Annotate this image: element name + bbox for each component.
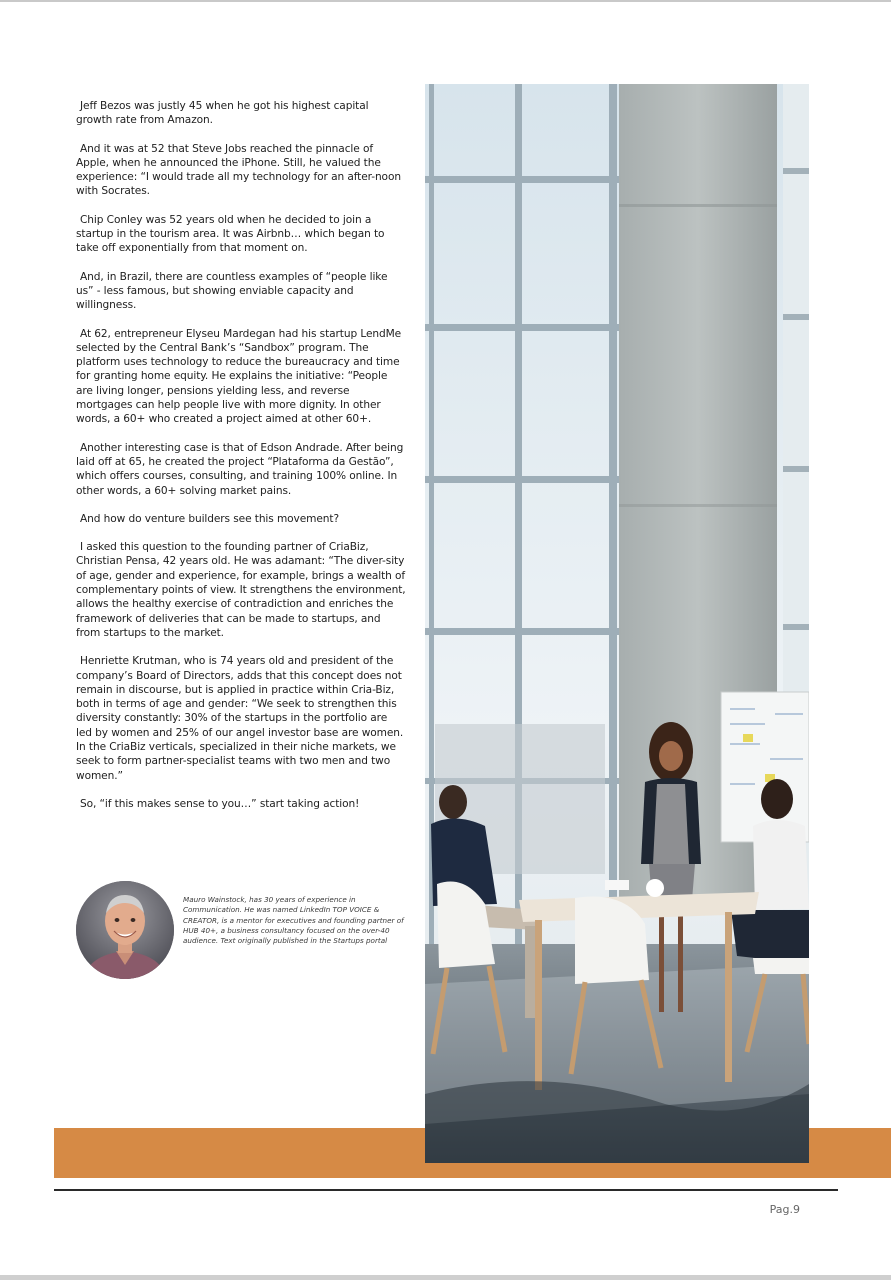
paragraph: At 62, entrepreneur Elyseu Mardegan had his startup LendMe selected by the Central Bank’s “Sandbox” program. The platform uses technology to reduce the bureaucracy and time for granting home equity. He explains the initiative: “People are living longer, pensions yielding less, and reverse mortgages can help people live with more dignity. In other words, a 60+ who created a project aimed at other 60+. <box>76 327 402 426</box>
page-number: Pag.9 <box>769 1203 800 1216</box>
paragraph: Chip Conley was 52 years old when he decided to join a startup in the tourism area. It was Airbnb… which began to take off exponentially from that moment on. <box>76 213 385 255</box>
paragraph: So, “if this makes sense to you…” start taking action! <box>80 797 360 810</box>
author-box <box>76 881 406 981</box>
paragraph: Another interesting case is that of Edson Andrade. After being laid off at 65, he created the project “Plataforma da Gestão”, which offers courses, consulting, and training 100% online. In other words, a 60+ solving market pains. <box>76 441 404 497</box>
paragraph: Henriette Krutman, who is 74 years old and president of the company’s Board of Directors, adds that this concept does not remain in discourse, but is applied in practice within Cria-Biz, both in terms of age and gender: “We seek to strengthen this diversity constantly: 30% of the startups in the portfolio are led by women and 25% of our angel investor base are women. In the CriaBiz verticals, specialized in their niche markets, we seek to form partner-specialist teams with two men and two women.” <box>76 655 404 782</box>
author-avatar <box>76 881 174 979</box>
office-scene-illustration <box>425 84 809 1163</box>
office-meeting-photo <box>425 84 809 1163</box>
paragraph: And, in Brazil, there are countless examples of “people like us” - less famous, but showing enviable capacity and willingness. <box>76 270 388 312</box>
page-top-edge <box>0 0 891 2</box>
paragraph: I asked this question to the founding partner of CriaBiz, Christian Pensa, 42 years old. He was adamant: “The diver-sity of age, gender and experience, for example, brings a wealth of complementary points of view. It strengthens the environment, allows the healthy exercise of contradiction and enriches the framework of deliveries that can be made to startups, and from startups to the market. <box>76 541 406 639</box>
page-bottom-edge <box>0 1275 891 1280</box>
article-body <box>76 99 406 825</box>
paragraph: Jeff Bezos was justly 45 when he got his highest capital growth rate from Amazon. <box>76 100 369 127</box>
author-portrait-illustration <box>76 881 174 979</box>
author-bio: Mauro Wainstock, has 30 years of experience in Communication. He was named LinkedIn TOP VOICE & CREATOR, is a mentor for executives and founding partner of HUB 40+, a business consultancy focused on the over-40 audience. Text originally published in the Startups portal <box>183 895 404 946</box>
paragraph: And how do venture builders see this movement? <box>80 512 339 525</box>
paragraph: And it was at 52 that Steve Jobs reached the pinnacle of Apple, when he announced the iPhone. Still, he valued the experience: “I would trade all my technology for an after-noon with Socrates. <box>76 142 401 198</box>
footer-rule <box>54 1189 838 1191</box>
